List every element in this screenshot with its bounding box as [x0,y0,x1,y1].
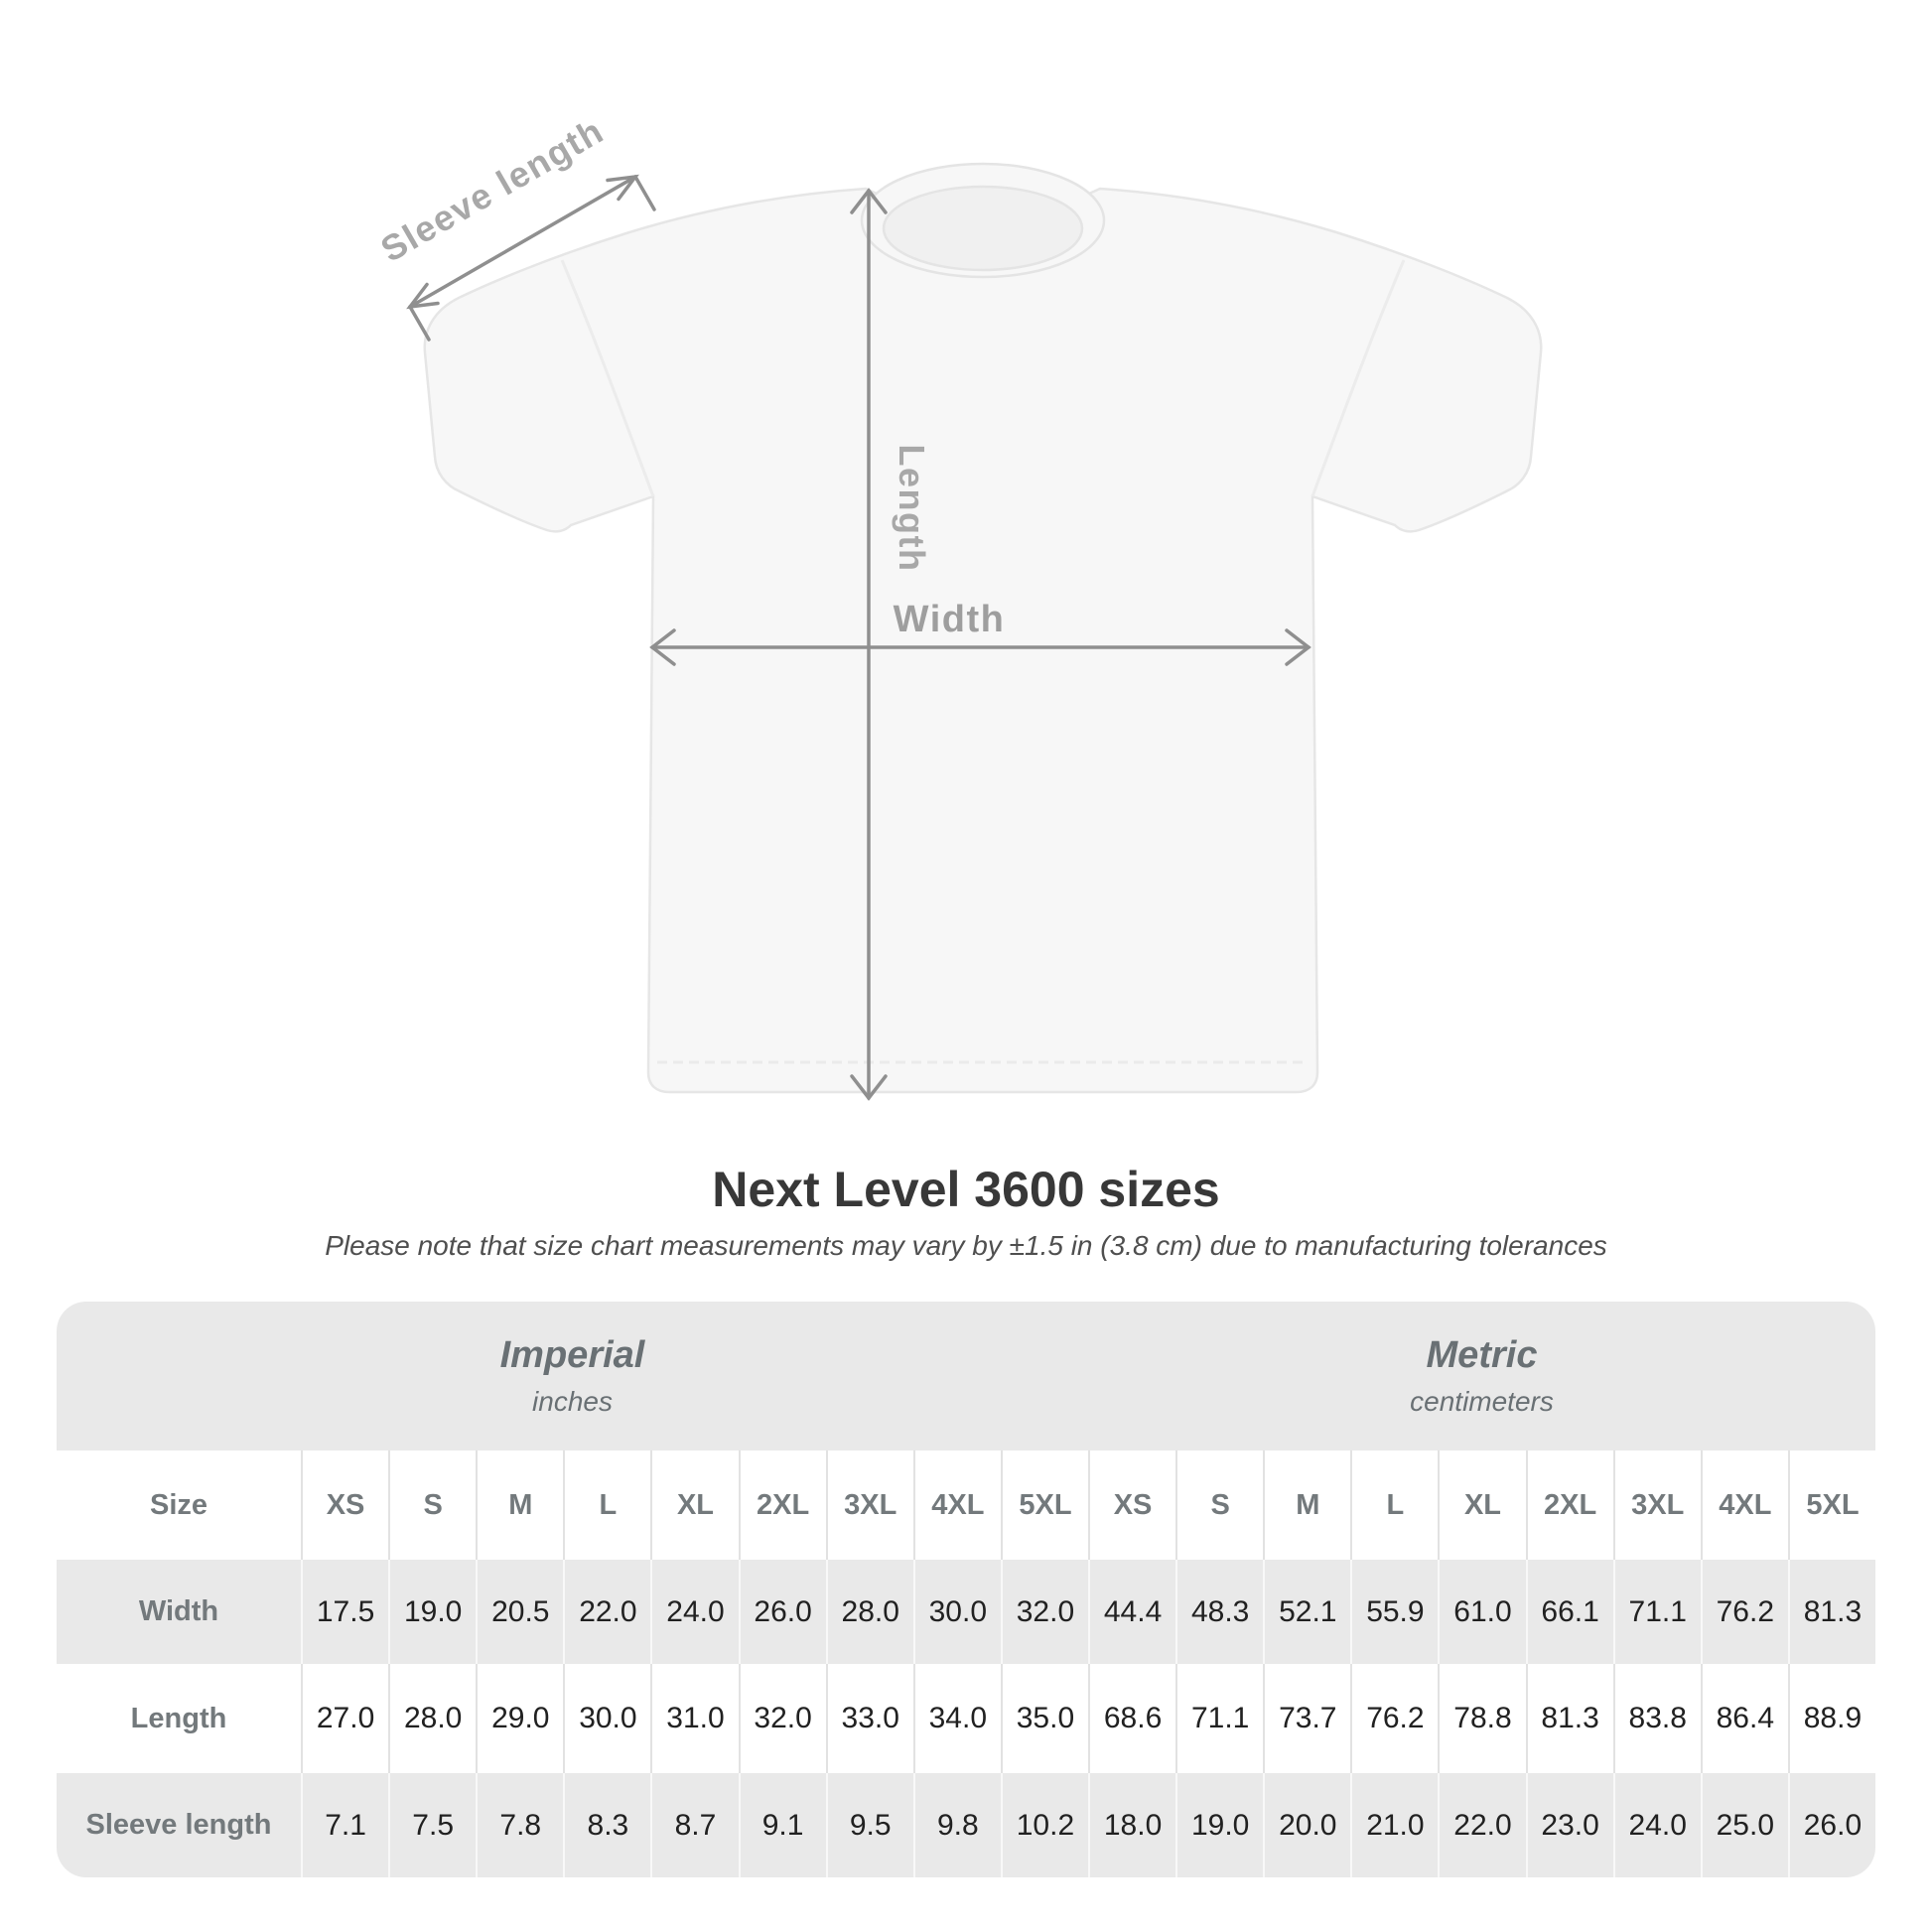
heading-section [0,1162,1932,1262]
size-header-imperial-3xl: 3XL [826,1450,913,1560]
metric-value: 78.8 [1438,1664,1525,1773]
collar-opening [884,187,1082,270]
size-header-imperial-xs: XS [301,1450,388,1560]
imperial-value: 8.3 [563,1773,650,1877]
imperial-value: 30.0 [913,1560,1001,1664]
size-column-header: Size [149,1488,208,1521]
imperial-value: 33.0 [826,1664,913,1773]
size-header-metric-5xl: 5XL [1788,1450,1875,1560]
metric-value: 24.0 [1613,1773,1701,1877]
tshirt-body [425,189,1541,1092]
metric-value: 25.0 [1701,1773,1788,1877]
imperial-value: 8.7 [650,1773,738,1877]
unit-header-band [57,1302,1875,1450]
imperial-value: 30.0 [563,1664,650,1773]
metric-value: 26.0 [1788,1773,1875,1877]
imperial-value: 7.5 [388,1773,476,1877]
size-header-imperial-xl: XL [650,1450,738,1560]
imperial-unit: inches [532,1386,613,1418]
imperial-value: 9.5 [826,1773,913,1877]
imperial-value: 28.0 [388,1664,476,1773]
metric-header [1088,1302,1875,1450]
metric-value: 44.4 [1088,1560,1175,1664]
size-header-imperial-5xl: 5XL [1001,1450,1088,1560]
length-row [57,1664,1875,1773]
size-chart-table [57,1302,1875,1877]
imperial-value: 28.0 [826,1560,913,1664]
metric-value: 61.0 [1438,1560,1525,1664]
size-header-metric-l: L [1350,1450,1438,1560]
metric-value: 83.8 [1613,1664,1701,1773]
row-label: Width [138,1595,219,1628]
imperial-value: 17.5 [301,1560,388,1664]
metric-value: 48.3 [1175,1560,1263,1664]
imperial-value: 9.8 [913,1773,1001,1877]
metric-value: 68.6 [1088,1664,1175,1773]
metric-value: 76.2 [1350,1664,1438,1773]
length-label: Length [892,444,932,573]
imperial-value: 19.0 [388,1560,476,1664]
imperial-value: 26.0 [739,1560,826,1664]
size-header-metric-xl: XL [1438,1450,1525,1560]
metric-value: 52.1 [1263,1560,1350,1664]
metric-value: 55.9 [1350,1560,1438,1664]
imperial-value: 34.0 [913,1664,1001,1773]
imperial-value: 27.0 [301,1664,388,1773]
metric-value: 86.4 [1701,1664,1788,1773]
size-header-metric-m: M [1263,1450,1350,1560]
page-title: Next Level 3600 sizes [712,1162,1220,1217]
size-header-metric-s: S [1175,1450,1263,1560]
size-header-metric-4xl: 4XL [1701,1450,1788,1560]
metric-value: 81.3 [1526,1664,1613,1773]
sleeve-length-row [57,1773,1875,1877]
imperial-value: 20.5 [476,1560,563,1664]
size-header-row [57,1450,1875,1560]
size-header-metric-2xl: 2XL [1526,1450,1613,1560]
size-header-imperial-l: L [563,1450,650,1560]
size-header-metric-3xl: 3XL [1613,1450,1701,1560]
metric-value: 19.0 [1175,1773,1263,1877]
size-header-metric-xs: XS [1088,1450,1175,1560]
metric-value: 20.0 [1263,1773,1350,1877]
imperial-value: 32.0 [739,1664,826,1773]
metric-value: 23.0 [1526,1773,1613,1877]
metric-value: 22.0 [1438,1773,1525,1877]
imperial-label: Imperial [499,1334,645,1377]
row-label: Length [130,1702,227,1734]
imperial-value: 10.2 [1001,1773,1088,1877]
size-header-imperial-4xl: 4XL [913,1450,1001,1560]
imperial-value: 22.0 [563,1560,650,1664]
metric-unit: centimeters [1410,1386,1554,1418]
size-header-imperial-s: S [388,1450,476,1560]
width-label: Width [893,599,1006,640]
metric-value: 71.1 [1175,1664,1263,1773]
row-label: Sleeve length [85,1809,272,1842]
imperial-value: 7.1 [301,1773,388,1877]
metric-label: Metric [1426,1334,1538,1377]
metric-value: 18.0 [1088,1773,1175,1877]
metric-value: 66.1 [1526,1560,1613,1664]
metric-value: 73.7 [1263,1664,1350,1773]
size-header-imperial-2xl: 2XL [739,1450,826,1560]
metric-value: 81.3 [1788,1560,1875,1664]
imperial-value: 32.0 [1001,1560,1088,1664]
metric-value: 88.9 [1788,1664,1875,1773]
size-header-imperial-m: M [476,1450,563,1560]
imperial-value: 7.8 [476,1773,563,1877]
tolerance-note: Please note that size chart measurements may vary by ±1.5 in (3.8 cm) due to manufacturing tolerances [325,1230,1607,1261]
imperial-value: 35.0 [1001,1664,1088,1773]
width-row [57,1560,1875,1664]
sleeve-length-label: Sleeve length [373,109,611,270]
metric-value: 76.2 [1701,1560,1788,1664]
imperial-value: 29.0 [476,1664,563,1773]
imperial-value: 24.0 [650,1560,738,1664]
imperial-value: 9.1 [739,1773,826,1877]
metric-value: 21.0 [1350,1773,1438,1877]
imperial-header [57,1302,1088,1450]
imperial-value: 31.0 [650,1664,738,1773]
metric-value: 71.1 [1613,1560,1701,1664]
